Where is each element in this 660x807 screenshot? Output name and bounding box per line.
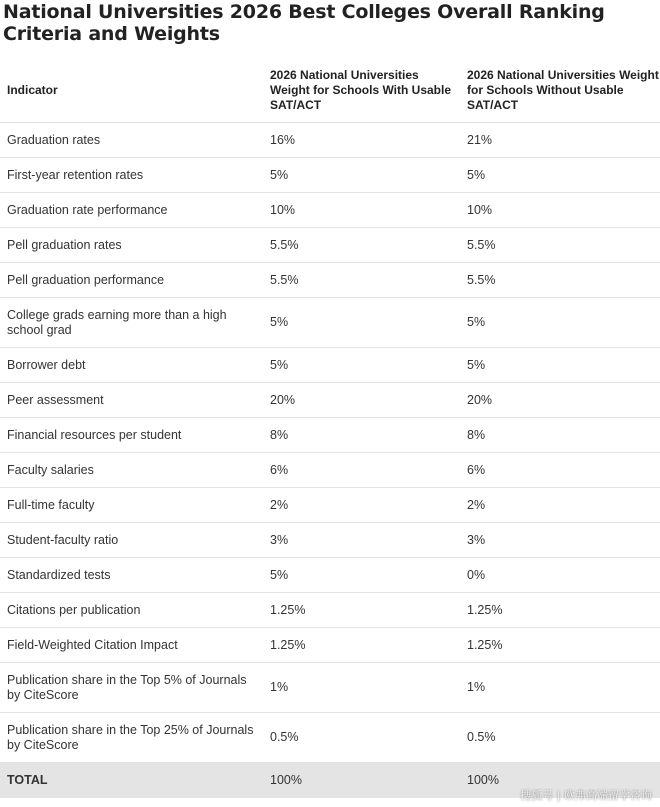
table-row xyxy=(0,383,660,418)
indicator-cell: Financial resources per student xyxy=(0,418,263,453)
weight-without-cell: 5% xyxy=(460,348,660,383)
weight-with-cell: 0.5% xyxy=(263,713,460,763)
indicator-cell: Borrower debt xyxy=(0,348,263,383)
weight-without-cell: 1% xyxy=(460,663,660,713)
table-row xyxy=(0,298,660,348)
indicator-cell: Standardized tests xyxy=(0,558,263,593)
indicator-cell: Graduation rates xyxy=(0,123,263,158)
header-weight-without-sat-act: 2026 National Universities Weight for Schools Without Usable SAT/ACT xyxy=(460,58,660,123)
weight-with-cell: 20% xyxy=(263,383,460,418)
indicator-cell: College grads earning more than a high school grad xyxy=(0,298,263,348)
indicator-cell: Publication share in the Top 5% of Journals by CiteScore xyxy=(0,663,263,713)
weight-without-cell: 0.5% xyxy=(460,713,660,763)
weight-without-cell: 5.5% xyxy=(460,228,660,263)
indicator-cell: Citations per publication xyxy=(0,593,263,628)
total-weight-without: 100% xyxy=(460,763,660,799)
table-header-row xyxy=(0,58,660,123)
ranking-criteria-table xyxy=(0,58,660,798)
weight-without-cell: 2% xyxy=(460,488,660,523)
table-row xyxy=(0,348,660,383)
indicator-cell: First-year retention rates xyxy=(0,158,263,193)
indicator-cell: Pell graduation rates xyxy=(0,228,263,263)
weight-without-cell: 6% xyxy=(460,453,660,488)
table-row xyxy=(0,713,660,763)
table-row xyxy=(0,228,660,263)
header-indicator: Indicator xyxy=(0,58,263,123)
watermark: 搜狐号 | 欧弗高端留学咨询 xyxy=(520,789,652,802)
weight-with-cell: 2% xyxy=(263,488,460,523)
weight-with-cell: 5.5% xyxy=(263,228,460,263)
table-row xyxy=(0,453,660,488)
table-row xyxy=(0,523,660,558)
weight-without-cell: 3% xyxy=(460,523,660,558)
table-row xyxy=(0,488,660,523)
weight-with-cell: 8% xyxy=(263,418,460,453)
table-row xyxy=(0,123,660,158)
table-row xyxy=(0,158,660,193)
weight-with-cell: 1.25% xyxy=(263,628,460,663)
weight-without-cell: 0% xyxy=(460,558,660,593)
table-row xyxy=(0,418,660,453)
header-weight-with-sat-act: 2026 National Universities Weight for Schools With Usable SAT/ACT xyxy=(263,58,460,123)
table-row xyxy=(0,263,660,298)
weight-with-cell: 1% xyxy=(263,663,460,713)
indicator-cell: Publication share in the Top 25% of Journals by CiteScore xyxy=(0,713,263,763)
weight-without-cell: 20% xyxy=(460,383,660,418)
page-title: National Universities 2026 Best Colleges Overall Ranking Criteria and Weights xyxy=(3,1,605,45)
weight-without-cell: 5.5% xyxy=(460,263,660,298)
weight-without-cell: 1.25% xyxy=(460,628,660,663)
weight-with-cell: 3% xyxy=(263,523,460,558)
indicator-cell: Pell graduation performance xyxy=(0,263,263,298)
weight-without-cell: 5% xyxy=(460,158,660,193)
total-label: TOTAL xyxy=(0,763,263,799)
table-row xyxy=(0,663,660,713)
weight-with-cell: 6% xyxy=(263,453,460,488)
total-weight-with: 100% xyxy=(263,763,460,799)
indicator-cell: Field-Weighted Citation Impact xyxy=(0,628,263,663)
weight-without-cell: 10% xyxy=(460,193,660,228)
weight-with-cell: 5% xyxy=(263,558,460,593)
indicator-cell: Graduation rate performance xyxy=(0,193,263,228)
weight-with-cell: 5% xyxy=(263,298,460,348)
weight-with-cell: 5% xyxy=(263,348,460,383)
indicator-cell: Student-faculty ratio xyxy=(0,523,263,558)
indicator-cell: Faculty salaries xyxy=(0,453,263,488)
table-row xyxy=(0,193,660,228)
indicator-cell: Peer assessment xyxy=(0,383,263,418)
weight-with-cell: 5.5% xyxy=(263,263,460,298)
table-row xyxy=(0,558,660,593)
table-row xyxy=(0,593,660,628)
weight-without-cell: 21% xyxy=(460,123,660,158)
weight-with-cell: 1.25% xyxy=(263,593,460,628)
weight-without-cell: 5% xyxy=(460,298,660,348)
weight-with-cell: 5% xyxy=(263,158,460,193)
table-row xyxy=(0,628,660,663)
weight-without-cell: 8% xyxy=(460,418,660,453)
weight-with-cell: 16% xyxy=(263,123,460,158)
indicator-cell: Full-time faculty xyxy=(0,488,263,523)
weight-with-cell: 10% xyxy=(263,193,460,228)
weight-without-cell: 1.25% xyxy=(460,593,660,628)
